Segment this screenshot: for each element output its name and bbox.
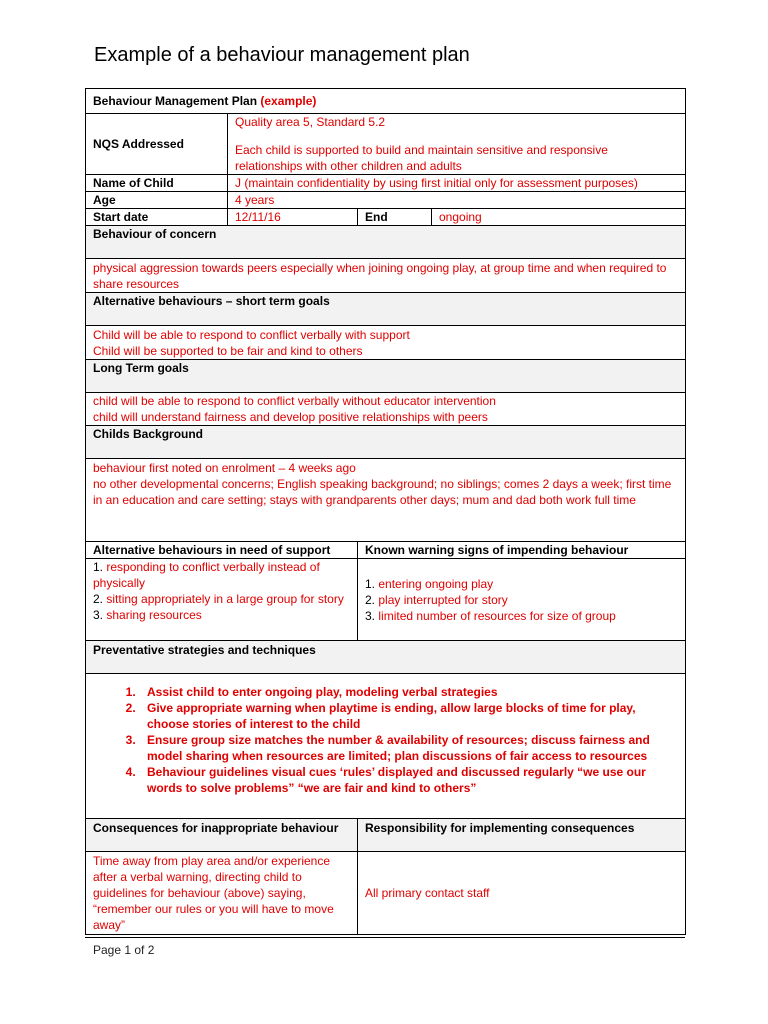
page-title: Example of a behaviour management plan — [94, 44, 470, 66]
end-value: ongoing — [432, 209, 686, 226]
warning-sign-item: 2. play interrupted for story — [365, 592, 508, 607]
nqs-desc: Each child is supported to build and maintain sensitive and responsive relationships with other children and adults — [235, 143, 608, 173]
background-cell — [86, 459, 686, 542]
short-goal-item: Child will be able to respond to conflict verbally with support — [93, 327, 410, 342]
alt-support-item: 3. sharing resources — [93, 608, 202, 622]
strategy-item: 2. Give appropriate warning when playtime is ending, allow large blocks of time for play, choose stories of interest to the child — [139, 700, 678, 732]
behaviour-plan-table — [85, 88, 686, 935]
short-goal-item: Child will be supported to be fair and kind to others — [93, 343, 363, 358]
name-value: J (maintain confidentiality by using first initial only for assessment purposes) — [228, 175, 686, 192]
background-line: behaviour first noted on enrolment – 4 weeks ago — [93, 461, 356, 475]
concern-label: Behaviour of concern — [86, 226, 686, 259]
alt-support-label: Alternative behaviours in need of support — [86, 542, 358, 559]
responsibility-label: Responsibility for implementing consequences — [358, 819, 686, 852]
warning-signs-label: Known warning signs of impending behaviour — [358, 542, 686, 559]
end-label: End — [358, 209, 432, 226]
alt-support-item: 1. responding to conflict verbally instead of physically — [93, 560, 320, 590]
long-goals-cell — [86, 393, 686, 426]
short-goals-label: Alternative behaviours – short term goals — [86, 293, 686, 326]
warning-sign-item: 3. limited number of resources for size of group — [365, 608, 616, 623]
strategies-cell — [86, 674, 686, 819]
nqs-value-cell — [228, 114, 686, 175]
consequences-text: Time away from play area and/or experience after a verbal warning, directing child to guidelines for behaviour (above) saying, “remember our rules or you will have to move away” — [86, 852, 358, 935]
footer-divider — [85, 937, 685, 938]
plan-heading-cell — [86, 89, 686, 114]
nqs-label: NQS Addressed — [86, 114, 228, 175]
background-label: Childs Background — [86, 426, 686, 459]
short-goals-cell — [86, 326, 686, 360]
plan-heading: Behaviour Management Plan — [93, 94, 258, 108]
age-label: Age — [86, 192, 228, 209]
preventative-label: Preventative strategies and techniques — [86, 641, 686, 674]
name-label: Name of Child — [86, 175, 228, 192]
warning-sign-item: 1. entering ongoing play — [365, 576, 494, 591]
alt-support-item: 2. sitting appropriately in a large group for story — [93, 592, 344, 606]
page-number: Page 1 of 2 — [93, 943, 155, 957]
responsibility-text: All primary contact staff — [358, 852, 686, 935]
nqs-area: Quality area 5, Standard 5.2 — [235, 115, 386, 129]
plan-heading-suffix: (example) — [260, 94, 317, 108]
strategy-item: 3. Ensure group size matches the number & availability of resources; discuss fairness and model sharing when resources are limited; plan discussions of fair access to resources — [139, 732, 678, 764]
start-date-label: Start date — [86, 209, 228, 226]
warning-signs-cell — [358, 559, 686, 641]
strategy-item: 1. Assist child to enter ongoing play, modeling verbal strategies — [139, 684, 678, 700]
long-goal-item: child will understand fairness and develop positive relationships with peers — [93, 410, 488, 424]
background-line: no other developmental concerns; English speaking background; no siblings; comes 2 days a week; first time in an education and care setting; stays with grandparents other days; mum and dad both work full time — [93, 477, 672, 507]
strategies-list — [93, 684, 678, 796]
alt-support-cell — [86, 559, 358, 641]
consequences-label: Consequences for inappropriate behaviour — [86, 819, 358, 852]
concern-text: physical aggression towards peers especially when joining ongoing play, at group time and when required to share resources — [86, 259, 686, 293]
age-value: 4 years — [228, 192, 686, 209]
long-goal-item: child will be able to respond to conflict verbally without educator intervention — [93, 394, 496, 408]
long-goals-label: Long Term goals — [86, 360, 686, 393]
strategy-item: 4. Behaviour guidelines visual cues ‘rules’ displayed and discussed regularly “we use our words to solve problems” “we are fair and kind to others” — [139, 764, 678, 796]
start-date-value: 12/11/16 — [228, 209, 358, 226]
